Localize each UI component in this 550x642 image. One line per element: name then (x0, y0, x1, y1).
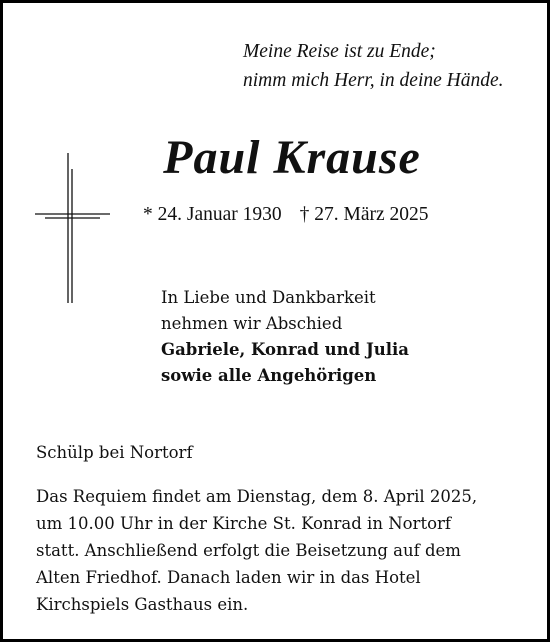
residence-place: Schülp bei Nortorf (36, 443, 193, 462)
epitaph-quote (243, 37, 504, 95)
deceased-name: Paul Krause (163, 131, 421, 184)
service-details (36, 483, 477, 618)
mourners-line-2: nehmen wir Abschied (161, 314, 343, 333)
service-line-3: statt. Anschließend erfolgt die Beisetzung auf dem (36, 541, 461, 560)
quote-line-2: nimm mich Herr, in deine Hände. (243, 70, 504, 91)
mourners-names: Gabriele, Konrad und Julia (161, 340, 409, 359)
mourners-line-1: In Liebe und Dankbarkeit (161, 288, 376, 307)
service-line-4: Alten Friedhof. Danach laden wir in das Hotel (36, 568, 421, 587)
mourners-block (161, 285, 409, 389)
cross-icon (35, 153, 115, 303)
service-line-1: Das Requiem findet am Dienstag, dem 8. April 2025, (36, 487, 478, 506)
death-date: † 27. März 2025 (299, 204, 429, 225)
service-line-5: Kirchspiels Gasthaus ein. (36, 595, 249, 614)
life-dates (143, 204, 429, 226)
birth-date: * 24. Januar 1930 (143, 204, 282, 225)
mourners-relatives: sowie alle Angehörigen (161, 366, 377, 385)
service-line-2: um 10.00 Uhr in der Kirche St. Konrad in Nortorf (36, 514, 452, 533)
quote-line-1: Meine Reise ist zu Ende; (243, 41, 436, 62)
